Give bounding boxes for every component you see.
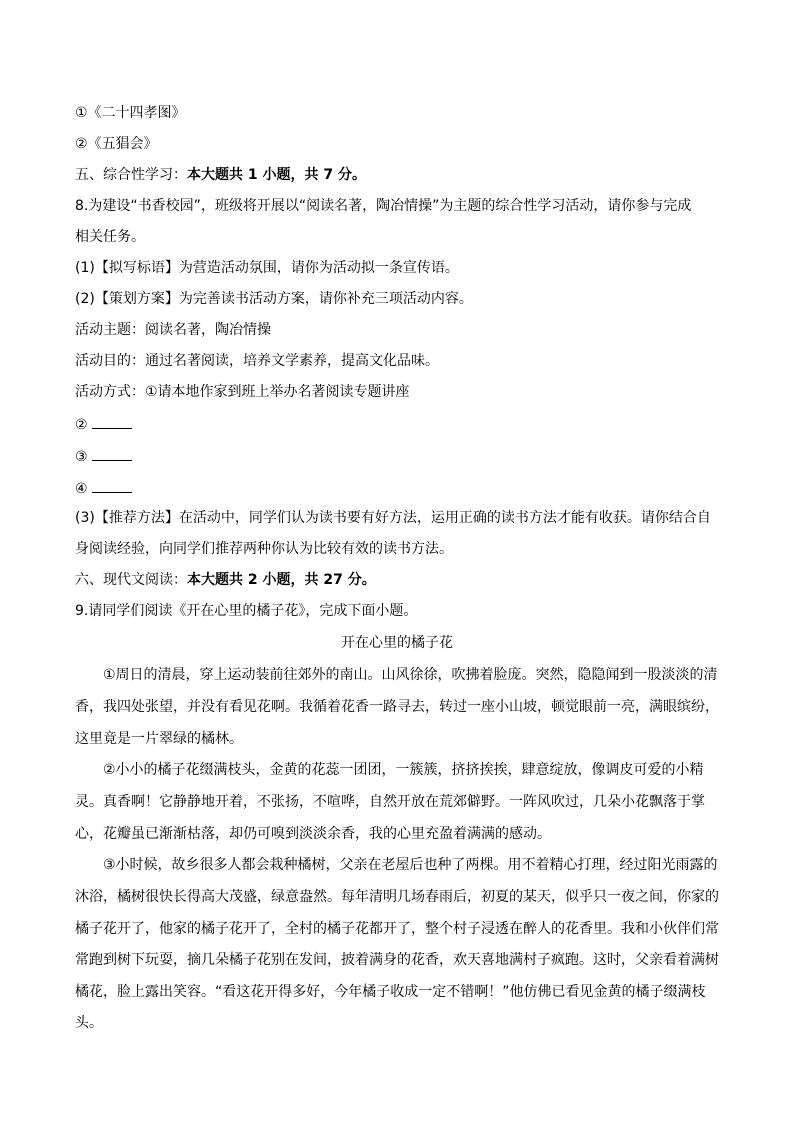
section-6-prefix: 六、现代文阅读： [75, 572, 187, 588]
blank-label-2: ② [75, 417, 88, 433]
paragraph-2-line2: 灵。真香啊！它静静地开着，不张扬，不喧哗，自然开放在荒郊僻野。一阵风吹过，几朵小花飘落于掌 [75, 794, 705, 810]
question-9-intro: 9.请同学们阅读《开在心里的橘子花》，完成下面小题。 [75, 603, 418, 619]
paragraph-1-line3: 这里竟是一片翠绿的橘林。 [75, 731, 243, 747]
paragraph-2-line1: ②小小的橘子花缀满枝头，金黄的花蕊一团团，一簇簇，挤挤挨挨，肆意绽放，像调皮可爱的小精 [103, 762, 704, 778]
section-5-prefix: 五、综合性学习： [75, 167, 187, 183]
paragraph-1-line2: 香，我四处张望，并没有看见花啊。我循着花香一路寻去，转过一座小山坡，顿觉眼前一亮，满眼缤纷， [75, 699, 719, 715]
section-6-score: 本大题共 2 小题，共 27 分。 [187, 572, 376, 588]
blank-label-3: ③ [75, 449, 88, 465]
question-8-sub1: (1)【拟写标语】为营造活动氛围，请你为活动拟一条宣传语。 [75, 260, 459, 276]
question-8-intro-line1: 8.为建设“书香校园”，班级将开展以“阅读名著，陶冶情操”为主题的综合性学习活动，请你参与完成 [75, 198, 692, 214]
activity-method: 活动方式：①请本地作家到班上举办名著阅读专题讲座 [75, 384, 410, 400]
answer-line-3 [92, 446, 132, 461]
option-item-2: ②《五猖会》 [75, 136, 158, 152]
paragraph-3-line3: 橘子花开了，他家的橘子花开了，全村的橘子花都开了，整个村子浸透在醉人的花香里。我和小伙伴们常 [75, 921, 719, 937]
paragraph-3-line5: 橘花，脸上露出笑容。“看这花开得多好，今年橘子收成一定不错啊！”他仿佛已看见金黄的橘子缀满枝 [75, 984, 706, 1000]
question-8-intro-line2: 相关任务。 [75, 229, 145, 245]
paragraph-3-line2: 沐浴，橘树很快长得高大茂盛，绿意盎然。每年清明几场春雨后，初夏的某天，似乎只一夜之间，你家的 [75, 889, 719, 905]
paragraph-3-line4: 常跑到树下玩耍，摘几朵橘子花别在发间，披着满身的花香，欢天喜地满村子疯跑。这时，父亲看着满树 [75, 952, 719, 968]
section-5-score: 本大题共 1 小题，共 7 分。 [187, 167, 366, 183]
question-8-sub3-line2: 身阅读经验，向同学们推荐两种你认为比较有效的读书方法。 [75, 541, 453, 557]
paragraph-1-line1: ①周日的清晨，穿上运动装前往郊外的南山。山风徐徐，吹拂着脸庞。突然，隐隐闻到一股淡淡的清 [103, 667, 718, 683]
section-heading-5 [75, 165, 725, 185]
section-heading-6 [75, 570, 725, 590]
paragraph-3-line6: 头。 [75, 1015, 103, 1031]
article-title: 开在心里的橘子花 [341, 635, 453, 651]
option-item-1: ①《二十四孝图》 [75, 105, 186, 121]
activity-theme: 活动主题：阅读名著，陶冶情操 [75, 322, 271, 338]
answer-blank-3 [75, 446, 725, 467]
paragraph-3-line1: ③小时候，故乡很多人都会栽种橘树，父亲在老屋后也种了两棵。用不着精心打理，经过阳光雨露的 [103, 857, 718, 873]
answer-blank-2 [75, 414, 725, 435]
answer-line-4 [92, 478, 132, 493]
question-8-sub2: (2)【策划方案】为完善读书活动方案，请你补充三项活动内容。 [75, 291, 473, 307]
paragraph-2-line3: 心，花瓣虽已渐渐枯落，却仍可嗅到淡淡余香，我的心里充盈着满满的感动。 [75, 826, 551, 842]
answer-blank-4 [75, 478, 725, 499]
question-8-sub3-line1: (3)【推荐方法】在活动中，同学们认为读书要有好方法，运用正确的读书方法才能有收获。请你结合自 [75, 510, 711, 526]
activity-purpose: 活动目的：通过名著阅读，培养文学素养，提高文化品味。 [75, 353, 439, 369]
answer-line-2 [92, 414, 132, 429]
blank-label-4: ④ [75, 481, 88, 497]
